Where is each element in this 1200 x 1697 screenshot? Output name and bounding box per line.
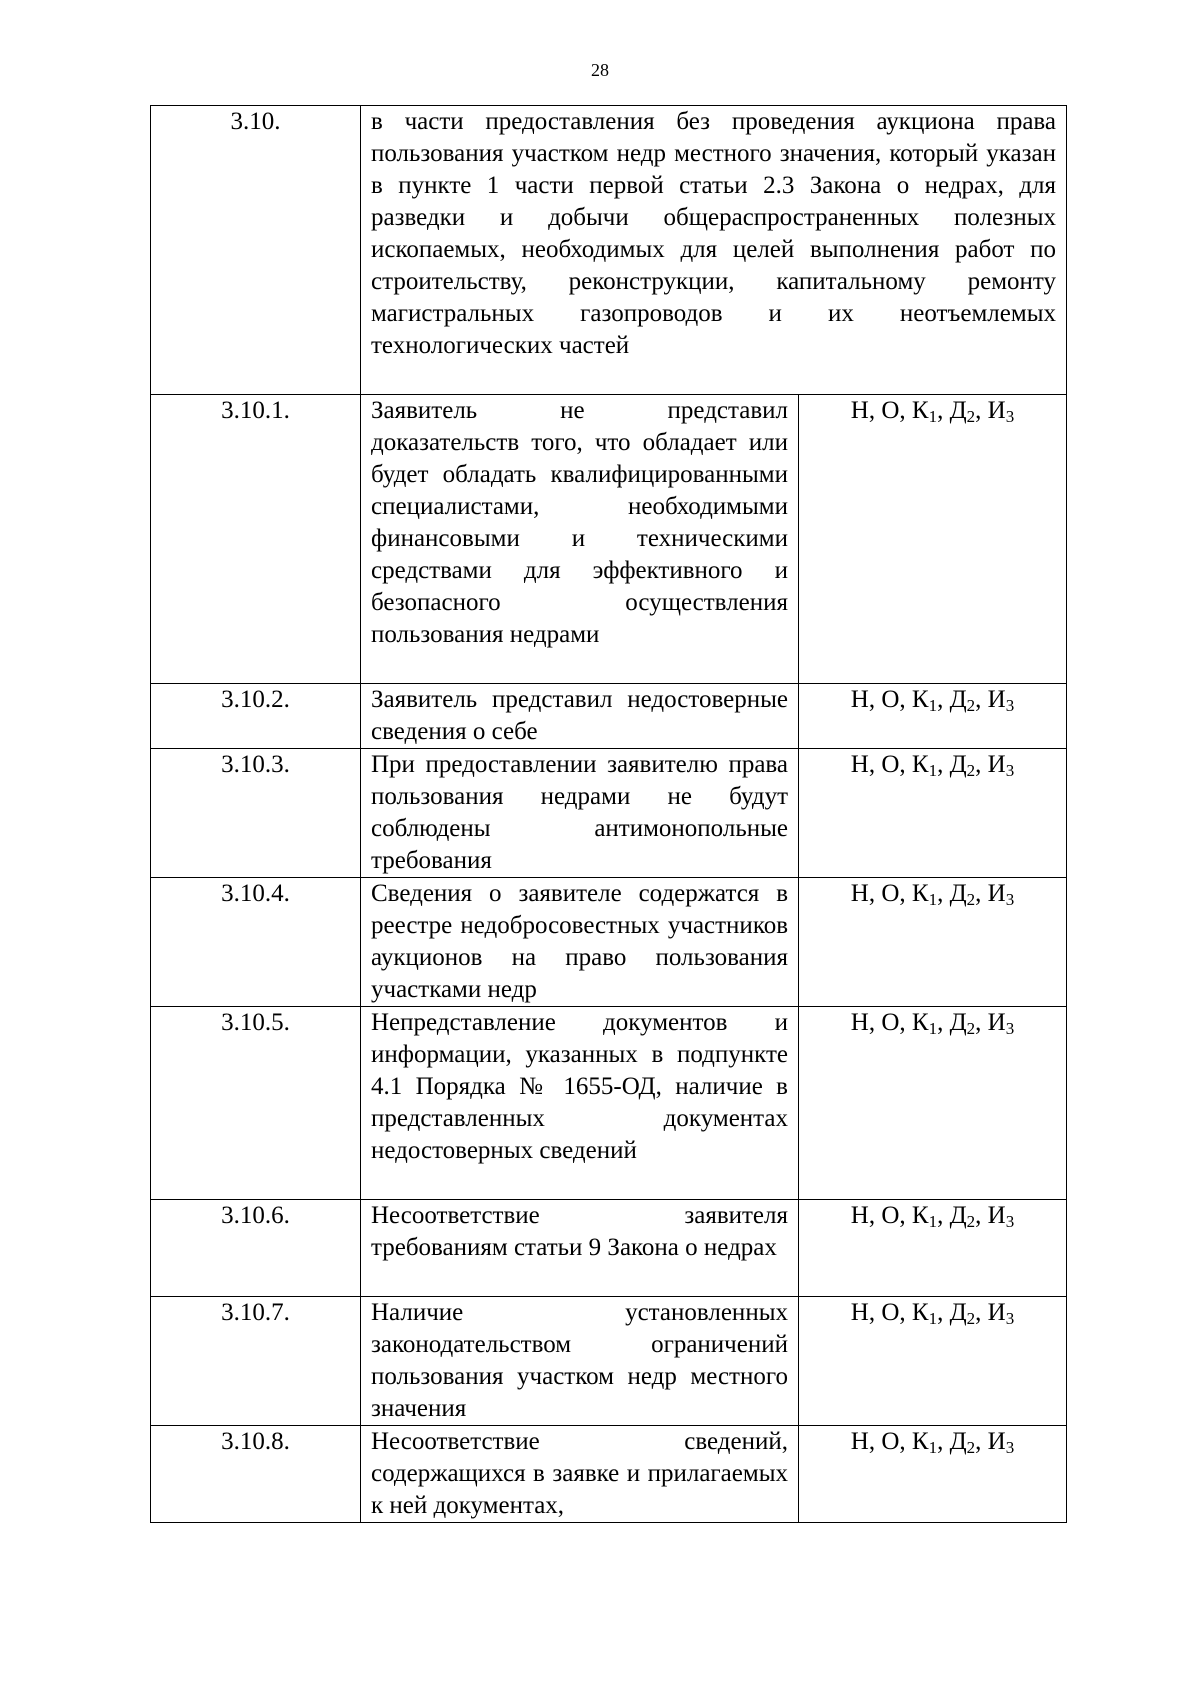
item-number: 3.10.1. bbox=[151, 395, 361, 684]
table-row bbox=[151, 1426, 1067, 1523]
table-row bbox=[151, 878, 1067, 1007]
item-codes: Н, О, $К_1$, $Д_2$, $И_3$ bbox=[799, 1426, 1067, 1523]
item-codes: Н, О, $К_1$, $Д_2$, $И_3$ bbox=[799, 1007, 1067, 1200]
item-number: 3.10.8. bbox=[151, 1426, 361, 1523]
item-number: 3.10.6. bbox=[151, 1200, 361, 1297]
item-description: Несоответствие заявителя требованиям статьи 9 Закона о недрах bbox=[361, 1200, 799, 1297]
item-codes: Н, О, $К_1$, $Д_2$, $И_3$ bbox=[799, 395, 1067, 684]
table-row bbox=[151, 106, 1067, 395]
item-number: 3.10.7. bbox=[151, 1297, 361, 1426]
item-description: Заявитель не представил доказательств того, что обладает или будет обладать квалифицированными специалистами, необходимыми финансовыми и техническими средствами для эффективного и безопасного осуществления пользования недрами bbox=[361, 395, 799, 684]
item-number: 3.10.4. bbox=[151, 878, 361, 1007]
item-number: 3.10.2. bbox=[151, 684, 361, 749]
item-codes: Н, О, $К_1$, $Д_2$, $И_3$ bbox=[799, 878, 1067, 1007]
item-number: 3.10.3. bbox=[151, 749, 361, 878]
page-number: 28 bbox=[591, 60, 609, 80]
item-description: Несоответствие сведений, содержащихся в заявке и прилагаемых к ней документах, bbox=[361, 1426, 799, 1523]
table-row bbox=[151, 749, 1067, 878]
item-description: Заявитель представил недостоверные сведения о себе bbox=[361, 684, 799, 749]
table-row bbox=[151, 395, 1067, 684]
item-description: При предоставлении заявителю права пользования недрами не будут соблюдены антимонопольные требования bbox=[361, 749, 799, 878]
item-number: 3.10.5. bbox=[151, 1007, 361, 1200]
table-row bbox=[151, 684, 1067, 749]
table-row bbox=[151, 1297, 1067, 1426]
item-number: 3.10. bbox=[151, 106, 361, 395]
item-description: Непредставление документов и информации, указанных в подпункте 4.1 Порядка № 1655-ОД, наличие в представленных документах недостоверных сведений bbox=[361, 1007, 799, 1200]
item-codes: Н, О, $К_1$, $Д_2$, $И_3$ bbox=[799, 749, 1067, 878]
item-description: Наличие установленных законодательством ограничений пользования участком недр местного значения bbox=[361, 1297, 799, 1426]
document-table bbox=[150, 105, 1067, 1523]
item-codes: Н, О, $К_1$, $Д_2$, $И_3$ bbox=[799, 1297, 1067, 1426]
section-heading: в части предоставления без проведения аукциона права пользования участком недр местного значения, который указан в пункте 1 части первой статьи 2.3 Закона о недрах, для разведки и добычи общераспространенных полезных ископаемых, необходимых для целей выполнения работ по строительству, реконструкции, капитальному ремонту магистральных газопроводов и их неотъемлемых технологических частей bbox=[361, 106, 1067, 395]
item-description: Сведения о заявителе содержатся в реестре недобросовестных участников аукционов на право пользования участками недр bbox=[361, 878, 799, 1007]
table-row bbox=[151, 1007, 1067, 1200]
item-codes: Н, О, $К_1$, $Д_2$, $И_3$ bbox=[799, 684, 1067, 749]
item-codes: Н, О, $К_1$, $Д_2$, $И_3$ bbox=[799, 1200, 1067, 1297]
table-row bbox=[151, 1200, 1067, 1297]
